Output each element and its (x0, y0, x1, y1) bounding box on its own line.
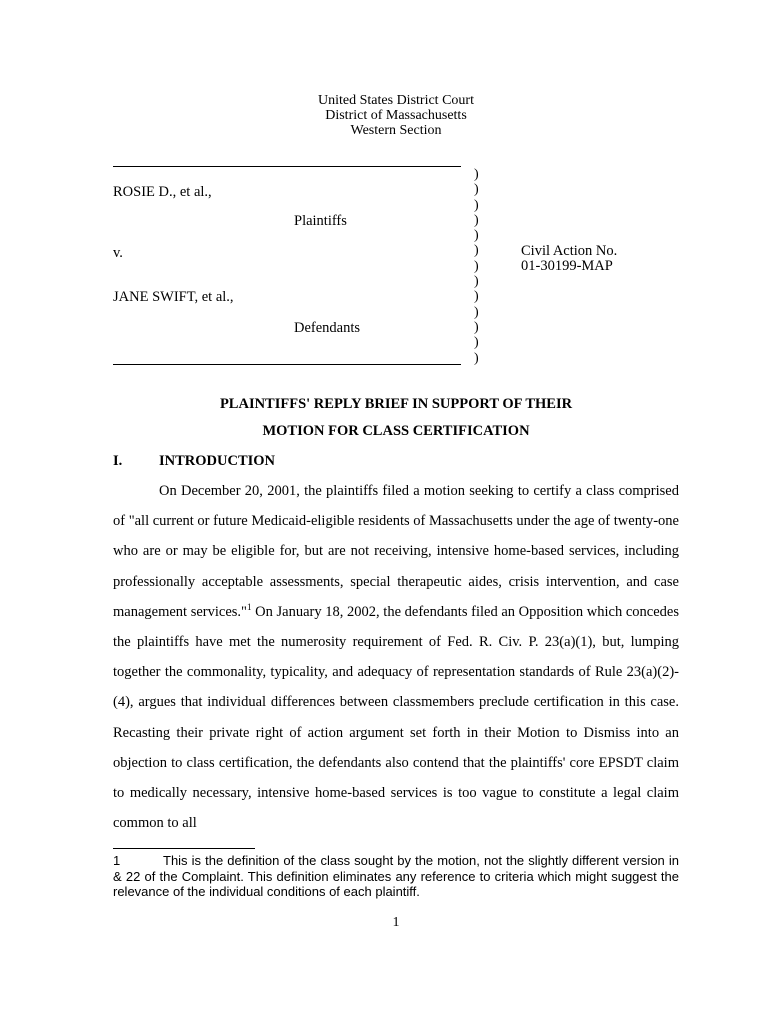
caption-top-rule (113, 166, 461, 167)
civil-action (521, 244, 617, 274)
paren: ) (474, 319, 479, 335)
paren: ) (474, 167, 479, 182)
footnote-number: 1 (113, 853, 121, 868)
page-number: 1 (392, 915, 400, 930)
section-heading: INTRODUCTION (159, 453, 276, 469)
defendant-role: Defendants (294, 320, 361, 336)
court-district: District of Massachusetts (325, 108, 467, 123)
caption-parentheses (474, 167, 479, 366)
section-number: I. (113, 453, 123, 469)
brief-title-line1: PLAINTIFFS' REPLY BRIEF IN SUPPORT OF THEIR (219, 396, 573, 412)
court-header (0, 93, 770, 138)
paren: ) (474, 243, 479, 259)
body-text-part2: On January 18, 2002, the defendants filed an Opposition which concedes the plaintiffs have met the numerosity requirement of Fed. R. Civ. P. 23(a)(1), but, lumping together the commonality, typicality, and adequacy of representation standards of Rule 23(a)(2)-(4), argues that individual differences between classmembers preclude certification in this case. Recasting their private right of action argument set forth in their Motion to Dismiss into an objection to class certification, the defendants also contend that the plaintiffs' core EPSDT claim to medically necessary, intensive home-based services is too vague to constitute a legal claim common to all (113, 603, 679, 832)
paren: ) (474, 212, 479, 228)
defendant-name: JANE SWIFT, et al., (113, 289, 234, 305)
plaintiff-role: Plaintiffs (294, 213, 347, 229)
footnote-reference: 1 (246, 601, 252, 612)
court-section: Western Section (350, 123, 442, 138)
paren: ) (474, 289, 479, 305)
brief-title-line2: MOTION FOR CLASS CERTIFICATION (262, 423, 530, 439)
paren: ) (474, 258, 479, 274)
paren: ) (474, 182, 479, 198)
footnote (113, 853, 679, 900)
caption-bottom-rule (113, 364, 461, 365)
paren: ) (474, 304, 479, 320)
civil-action-number: 01-30199-MAP (521, 258, 613, 274)
paren: ) (474, 228, 479, 244)
paren: ) (474, 274, 479, 290)
body-paragraph (113, 476, 679, 838)
paren: ) (474, 197, 479, 213)
footnote-text: This is the definition of the class sought by the motion, not the slightly different version in & 22 of the Complaint. This definition eliminates any reference to criteria which might suggest the relevance of the individual conditions of each plaintiff. (113, 853, 679, 899)
plaintiff-name: ROSIE D., et al., (113, 184, 212, 200)
paren: ) (474, 350, 479, 366)
body-text-part1: On December 20, 2001, the plaintiffs filed a motion seeking to certify a class comprised of "all current or future Medicaid-eligible residents of Massachusetts under the age of twenty-one who are or may be eligible for, but are not receiving, intensive home-based services, including professionally acceptable assessments, special therapeutic aides, crisis intervention, and case management services." (113, 483, 679, 620)
civil-action-label: Civil Action No. (521, 243, 618, 259)
paren: ) (474, 335, 479, 351)
court-name: United States District Court (318, 93, 474, 108)
versus: v. (113, 245, 123, 261)
footnote-rule (113, 848, 255, 849)
